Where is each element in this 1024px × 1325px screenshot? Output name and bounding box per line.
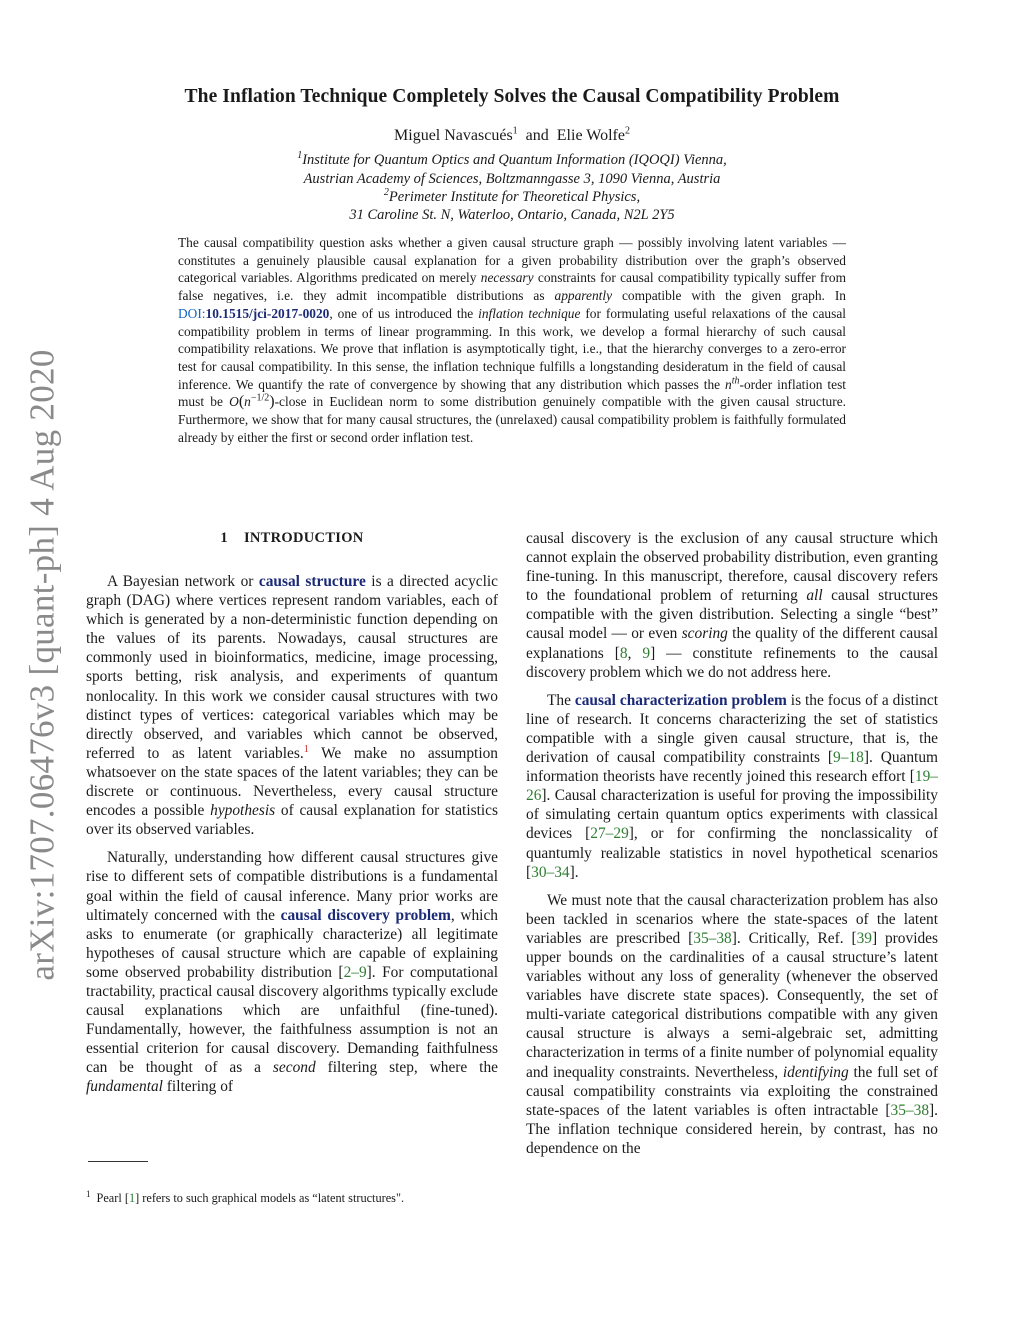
math-paren: ) [269, 393, 275, 411]
footnote-number: 1 [86, 1188, 91, 1199]
abstract-text: for formulating useful relaxations of the causal compatibility problem in terms of linear programming. In this work, we develop a formal hierarchy of such causal compatibility relaxations. We prove that inflation is asymptotically tight, i.e., that the hierarchy converges to a zero-error test for causal compatibility. In this sense, the inflation technique fulfills a longstanding desideratum in the field of causal inference. We quantify the rate of convergence by showing that any distribution which passes the [178, 305, 846, 392]
author-name: Elie Wolfe [556, 127, 625, 144]
math-variable: n [244, 394, 251, 410]
right-column [526, 529, 938, 1158]
citation-link[interactable]: 2–9 [343, 963, 367, 981]
citation-link[interactable]: 9–18 [833, 749, 864, 767]
citation-link[interactable]: 39 [856, 929, 872, 947]
section-title: INTRODUCTION [243, 530, 364, 546]
highlighted-term: causal discovery problem [280, 906, 451, 924]
paragraph [526, 891, 938, 1158]
paper-title: The Inflation Technique Completely Solves the Causal Compatibility Problem [184, 86, 840, 107]
paragraph-text: ]. Quantum information theorists have recently joined this research effort [ [526, 749, 938, 786]
footnote-text: ] refers to such graphical models as “latent structures". [135, 1191, 405, 1205]
paragraph-text: ]. Causal characterization is useful for proving the impossibility of simulating certain quantum optics experiments with classical devices [ [526, 787, 938, 843]
paragraph-text: ], or for confirming the nonclassicality of quantumly realizable statistics in novel hypothetical scenarios [ [526, 825, 938, 881]
paragraph [86, 572, 498, 839]
citation-link[interactable]: 9 [642, 644, 651, 662]
affiliation-marker: 1 [512, 125, 518, 137]
abstract-text: constraints for causal compatibility typically suffer from false negatives, i.e. they admit incompatible distributions as [178, 270, 846, 304]
paragraph-text: , [627, 644, 643, 662]
paragraph-text: We make no assumption whatsoever on the state spaces of the latent variables; they can be discrete or continuous. Nevertheless, every causal structure encodes a possible [86, 744, 498, 820]
footnote-divider [88, 1161, 148, 1162]
citation-link[interactable]: 1 [128, 1191, 136, 1205]
footnote-text: Pearl [ [96, 1191, 129, 1205]
citation-link[interactable]: 8 [619, 644, 628, 662]
citation-link[interactable]: 30–34 [531, 863, 570, 881]
paragraph-text: A Bayesian network or [107, 573, 259, 590]
paragraph-text: causal structures compatible with the given distribution. Selecting a single “best” causal model — or even [526, 587, 938, 643]
section-heading [86, 530, 498, 547]
arxiv-sidebar-stamp [18, 345, 68, 985]
paragraph-text: is the focus of a distinct line of research. It concerns characterizing the set of statistics compatible with a single given causal structure, that is, the derivation of causal compatibility constraints [ [526, 691, 938, 767]
citation-link[interactable]: 35–38 [890, 1101, 930, 1119]
footnote [86, 1188, 498, 1206]
citation-link[interactable]: 19–26 [526, 768, 938, 805]
emphasis: all [806, 587, 823, 605]
abstract-text: , one of us introduced the [329, 305, 479, 321]
paragraph-text: Naturally, understanding how different causal structures give rise to different sets of compatible distributions is a fundamental goal within the field of causal inference. Many prior works are ultimately concerned with the [86, 849, 498, 924]
paragraph-text: causal discovery is the exclusion of any causal structure which cannot explain the observed probability distribution, even granting fine-tuning. In this manuscript, therefore, causal discovery refers to the foundational problem of returning [526, 530, 938, 605]
abstract-emphasis: necessary [480, 270, 534, 286]
paragraph [86, 848, 498, 1096]
paragraph-text: ]. The inflation technique considered herein, by contrast, has no dependence on the [526, 1101, 938, 1157]
paragraph-text: the quality of the different causal explanations [ [526, 625, 938, 662]
emphasis: fundamental [86, 1078, 163, 1096]
paragraph-text: of causal explanation for statistics over its observed variables. [86, 802, 498, 839]
abstract-emphasis: apparently [554, 288, 613, 304]
abstract [178, 234, 846, 446]
author-list [0, 127, 1024, 145]
affiliation-text: Perimeter Institute for Theoretical Physics, [388, 189, 641, 205]
paragraph-text: is a directed acyclic graph (DAG) where vertices represent random variables, each of which is generated by a non-deterministic function depending on the values of its parents. Nowadays, causal structures are commonly used in bioinformatics, medicine, image processing, sports betting, risk analysis, and experiments of quantum nonlocality. In this work we consider causal structures with two distinct types of vertices: categorical variables which may be directly observed, and variables which cannot be observed, referred to as latent variables. [86, 573, 498, 762]
paragraph [526, 691, 938, 882]
abstract-emphasis: inflation technique [478, 305, 581, 321]
math-superscript: th [731, 375, 740, 387]
affiliation-marker: 2 [624, 125, 630, 137]
emphasis: identifying [782, 1063, 849, 1081]
emphasis: hypothesis [210, 802, 276, 820]
math-variable: n [725, 376, 732, 392]
affiliation-line [0, 189, 1024, 206]
affiliation-marker: 1 [297, 150, 303, 162]
paragraph-text: filtering of [162, 1078, 234, 1096]
math-variable: O [229, 394, 239, 410]
left-column [86, 572, 498, 1097]
section-number: 1 [220, 530, 228, 546]
citation-link[interactable]: 27–29 [590, 825, 629, 843]
highlighted-term: causal structure [258, 573, 366, 590]
doi-identifier: 10.1515/jci-2017-0020 [205, 305, 330, 321]
arxiv-identifier: arXiv:1707.06476v3 [quant-ph] 4 Aug 2020 [23, 349, 63, 981]
doi-link[interactable] [178, 306, 329, 321]
affiliation-marker: 2 [383, 187, 389, 199]
abstract-text: compatible with the given graph. In [612, 288, 846, 304]
emphasis: scoring [681, 625, 728, 643]
highlighted-term: causal characterization problem [574, 691, 787, 709]
doi-label: DOI: [178, 305, 206, 321]
paragraph-text: ]. For computational tractability, practical causal discovery algorithms typically exclude causal explanations which are unfaithful (fine-tuned). Fundamentally, however, the faithfulness assumption is not an essential criterion for causal discovery. Demanding faithfulness can be thought of as a [86, 963, 498, 1077]
paragraph-text: ]. Critically, Ref. [ [731, 929, 857, 947]
math-exponent: −1/2 [250, 392, 270, 404]
paragraph-text: ] — constitute refinements to the causal discovery problem which we do not address here. [526, 644, 938, 681]
author-name: Miguel Navascués [394, 127, 513, 144]
emphasis: second [272, 1059, 316, 1077]
abstract-text: -close in Euclidean norm to some distribution genuinely compatible with the given causal structure. Furthermore, we show that for many causal structures, the (unrelaxed) causal compatibility problem is faithfully formulated already by either the first or second order inflation test. [178, 394, 846, 445]
footnote-link[interactable]: 1 [303, 743, 309, 755]
abstract-text: The causal compatibility question asks whether a given causal structure graph — possibly involving latent variables — constitutes a genuinely plausible causal explanation for a given probability distribution over the graph’s observed categorical variables. Algorithms predicated on merely [178, 235, 846, 286]
affiliation-line [0, 152, 1024, 169]
paragraph-text: ]. [569, 863, 579, 881]
paragraph-text: filtering step, where the [315, 1059, 498, 1077]
paragraph-text: We must note that the causal characterization problem has also been tackled in scenarios where the state-spaces of the latent variables are prescribed [ [526, 891, 938, 947]
author-conjunction: and [525, 127, 549, 144]
affiliation-line: Austrian Academy of Sciences, Boltzmanngasse 3, 1090 Vienna, Austria [303, 171, 721, 187]
affiliation-text: Institute for Quantum Optics and Quantum Information (IQOQI) Vienna, [302, 152, 727, 168]
abstract-text: -order inflation test must be [178, 376, 847, 410]
citation-link[interactable]: 35–38 [693, 929, 732, 947]
paragraph-text: ] provides upper bounds on the cardinalities of a causal structure’s latent variables without any loss of generality (whenever the observed variables have discrete state spaces). Consequently, the set of multi-variate categorical distributions compatible with any given causal structure is always a semi-algebraic set, admitting characterization in terms of a finite number of polynomial equality and inequality constraints. Nevertheless, [526, 929, 938, 1081]
affiliation-line: 31 Caroline St. N, Waterloo, Ontario, Canada, N2L 2Y5 [349, 207, 675, 223]
paragraph [526, 529, 938, 682]
math-paren: ( [238, 393, 245, 411]
paragraph-text: The [547, 691, 575, 709]
paragraph-text: the full set of causal compatibility constraints via exploiting the constrained state-spaces of the latent variables is often intractable [ [526, 1063, 938, 1119]
paragraph-text: , which asks to enumerate (or graphically characterize) all legitimate hypotheses of causal structure which are capable of explaining some observed probability distribution [ [86, 906, 498, 981]
